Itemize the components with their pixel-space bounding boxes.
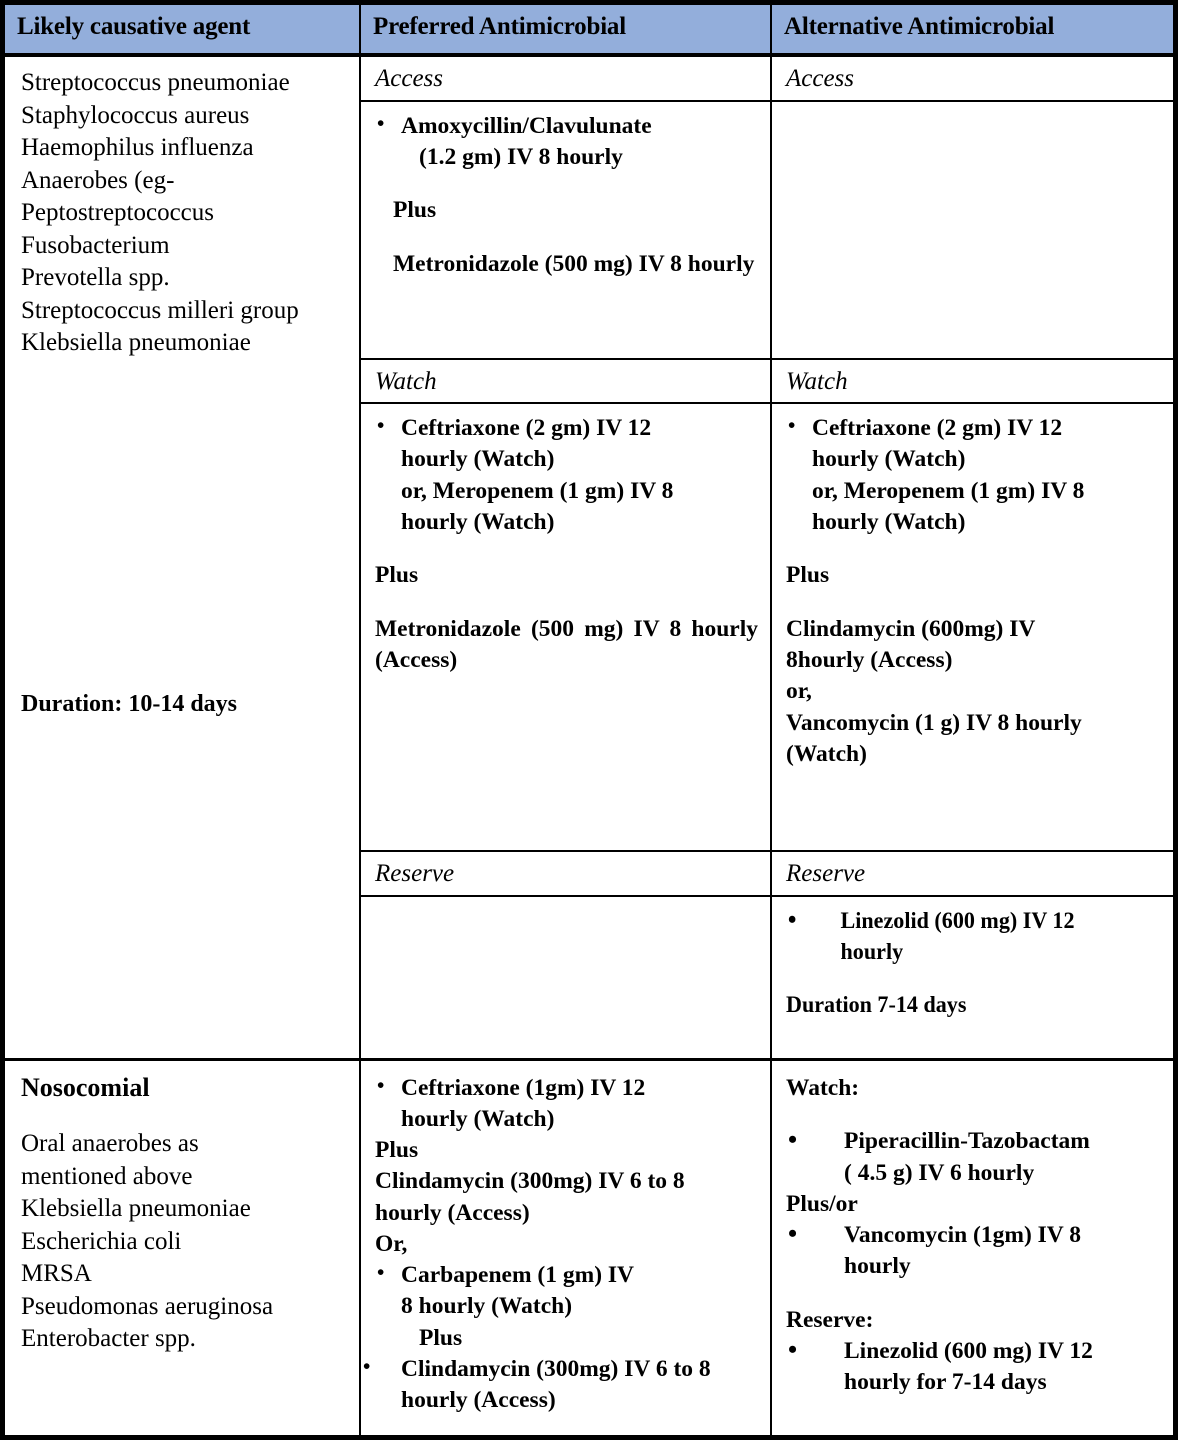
alternative-reserve-block bbox=[772, 852, 1173, 1030]
drug-line: Piperacillin-Tazobactam bbox=[844, 1128, 1090, 1155]
organism-item: MRSA bbox=[21, 1260, 92, 1288]
aware-label-watch: Watch bbox=[772, 360, 1173, 405]
preferred-watch-body bbox=[361, 404, 770, 852]
preferred-reserve-block bbox=[361, 852, 770, 914]
drug-bullet bbox=[786, 1220, 1161, 1283]
drug-line: hourly (Watch) bbox=[401, 508, 555, 535]
drug-line: Ceftriaxone (2 gm) IV 12 bbox=[812, 415, 1063, 441]
column-header-agent: Likely causative agent bbox=[5, 5, 360, 55]
bullet-icon: • bbox=[787, 904, 797, 934]
drug-bullet bbox=[786, 1126, 1161, 1189]
aware-label-watch: Watch bbox=[361, 360, 770, 405]
plus-or-connector: Plus/or bbox=[786, 1190, 858, 1217]
duration-reserve: Duration 7-14 days bbox=[786, 992, 967, 1019]
organism-item: Klebsiella pneumoniae bbox=[21, 329, 251, 356]
drug-bullet bbox=[375, 111, 758, 174]
alternative-watch-block bbox=[772, 360, 1173, 853]
drug-line: Vancomycin (1gm) IV 8 bbox=[844, 1222, 1081, 1249]
preferred-cell-community bbox=[360, 55, 771, 1059]
drug-line: 8hourly (Access) bbox=[786, 647, 953, 674]
plus-connector: Plus bbox=[375, 562, 419, 589]
drug-bullet bbox=[786, 413, 1161, 538]
drug-line: hourly (Access) bbox=[375, 1199, 530, 1226]
drug-line: Clindamycin (600mg) IV bbox=[786, 615, 1036, 642]
drug-bullet bbox=[786, 1336, 1161, 1399]
drug-line: Ceftriaxone (2 gm) IV 12 bbox=[401, 415, 652, 441]
drug-bullet bbox=[375, 413, 758, 538]
organism-item: Klebsiella pneumoniae bbox=[21, 1195, 251, 1223]
bullet-icon: • bbox=[788, 1125, 798, 1155]
drug-line: hourly bbox=[840, 938, 904, 965]
drug-line: or, bbox=[786, 678, 812, 705]
drug-line: or, Meropenem (1 gm) IV 8 bbox=[812, 477, 1085, 504]
alternative-watch-body bbox=[772, 404, 1173, 852]
organism-item: Streptococcus pneumoniae bbox=[21, 69, 290, 96]
bullet-icon: • bbox=[788, 413, 796, 437]
organism-item: Prevotella spp. bbox=[21, 264, 170, 291]
plus-connector: Plus bbox=[419, 1324, 463, 1351]
organism-item: Haemophilus influenza bbox=[21, 134, 254, 161]
aware-label-reserve: Reserve bbox=[361, 852, 770, 897]
preferred-access-body bbox=[361, 102, 770, 360]
organism-list-community bbox=[21, 67, 349, 360]
bullet-icon: • bbox=[377, 413, 385, 437]
plus-connector: Plus bbox=[375, 1137, 419, 1164]
drug-bullet bbox=[375, 1260, 758, 1354]
drug-line: hourly (Watch) bbox=[812, 446, 966, 473]
alternative-access-body bbox=[772, 102, 1173, 360]
preferred-reserve-body bbox=[361, 897, 770, 914]
organism-item: mentioned above bbox=[21, 1162, 193, 1190]
drug-line: Carbapenem (1 gm) IV bbox=[401, 1262, 635, 1289]
aware-label-reserve: Reserve: bbox=[786, 1306, 874, 1333]
drug-line: Vancomycin (1 g) IV 8 hourly bbox=[786, 709, 1082, 736]
organism-item: Fusobacterium bbox=[21, 231, 170, 259]
organism-item: Anaerobes (eg- bbox=[21, 166, 175, 194]
drug-line: hourly (Watch) bbox=[401, 446, 555, 473]
alternative-nosocomial-body bbox=[772, 1061, 1173, 1407]
table-header-row bbox=[5, 5, 1173, 55]
drug-line: hourly (Watch) bbox=[812, 508, 966, 535]
drug-line: hourly for 7-14 days bbox=[844, 1369, 1047, 1396]
preferred-access-block bbox=[361, 57, 770, 360]
bullet-icon: • bbox=[377, 1260, 385, 1285]
drug-line: Metronidazole (500 mg) IV 8 hourly bbox=[393, 250, 755, 277]
agent-cell-nosocomial bbox=[5, 1059, 360, 1435]
duration-community: Duration: 10-14 days bbox=[21, 690, 238, 717]
alternative-cell-nosocomial bbox=[771, 1059, 1173, 1435]
bullet-icon: • bbox=[363, 1353, 371, 1378]
organism-item: Pseudomonas aeruginosa bbox=[21, 1292, 274, 1320]
drug-bullet bbox=[363, 1353, 758, 1417]
drug-line: hourly bbox=[844, 1253, 911, 1280]
bullet-icon: • bbox=[788, 1335, 798, 1365]
alternative-reserve-body bbox=[772, 897, 1173, 1030]
organism-item: Escherichia coli bbox=[21, 1227, 182, 1255]
drug-line: (1.2 gm) IV 8 hourly bbox=[419, 143, 623, 170]
bullet-icon: • bbox=[377, 110, 385, 135]
bullet-icon: • bbox=[788, 1219, 798, 1249]
drug-line: ( 4.5 g) IV 6 hourly bbox=[844, 1159, 1035, 1186]
aware-label-access: Access bbox=[361, 57, 770, 102]
bullet-icon: • bbox=[377, 1072, 385, 1097]
table-row-community bbox=[5, 55, 1173, 1059]
drug-line: Linezolid (600 mg) IV 12 bbox=[844, 1338, 1093, 1365]
drug-line: hourly (Watch) bbox=[401, 1105, 555, 1132]
agent-cell-community bbox=[5, 55, 360, 1059]
organism-item: Enterobacter spp. bbox=[21, 1325, 196, 1353]
drug-line: Metronidazole (500 mg) IV 8 hourly (Access) bbox=[375, 615, 758, 674]
organism-item: Streptococcus milleri group bbox=[21, 296, 299, 324]
aware-label-watch: Watch: bbox=[786, 1074, 860, 1101]
drug-line: Linezolid (600 mg) IV 12 bbox=[840, 907, 1075, 934]
column-header-alternative: Alternative Antimicrobial bbox=[771, 5, 1173, 55]
drug-line: Amoxycillin/Clavulunate bbox=[401, 112, 652, 139]
therapy-table bbox=[5, 5, 1173, 1435]
plus-connector: Plus bbox=[393, 197, 437, 224]
drug-line: or, Meropenem (1 gm) IV 8 bbox=[401, 477, 674, 504]
agent-title-nosocomial: Nosocomial bbox=[21, 1072, 150, 1102]
drug-line: Clindamycin (300mg) IV 6 to 8 bbox=[401, 1355, 711, 1382]
preferred-cell-nosocomial bbox=[360, 1059, 771, 1435]
alternative-cell-community bbox=[771, 55, 1173, 1059]
drug-line: Ceftriaxone (1gm) IV 12 bbox=[401, 1074, 646, 1101]
drug-line: Clindamycin (300mg) IV 6 to 8 bbox=[375, 1168, 685, 1195]
aware-label-access: Access bbox=[772, 57, 1173, 102]
aware-label-reserve: Reserve bbox=[772, 852, 1173, 897]
drug-bullet bbox=[786, 906, 1139, 969]
table-row-nosocomial bbox=[5, 1059, 1173, 1435]
organism-item: Oral anaerobes as bbox=[21, 1130, 199, 1158]
preferred-nosocomial-body bbox=[361, 1061, 770, 1425]
drug-bullet bbox=[375, 1073, 758, 1136]
alternative-access-block bbox=[772, 57, 1173, 360]
or-connector: Or, bbox=[375, 1230, 408, 1257]
organism-item: Peptostreptococcus bbox=[21, 199, 215, 226]
preferred-watch-block bbox=[361, 360, 770, 853]
drug-line: (Watch) bbox=[786, 740, 867, 767]
drug-line: 8 hourly (Watch) bbox=[401, 1293, 573, 1320]
column-header-preferred: Preferred Antimicrobial bbox=[360, 5, 771, 55]
organism-item: Staphylococcus aureus bbox=[21, 101, 250, 129]
drug-line: hourly (Access) bbox=[401, 1387, 556, 1414]
plus-connector: Plus bbox=[786, 562, 830, 589]
